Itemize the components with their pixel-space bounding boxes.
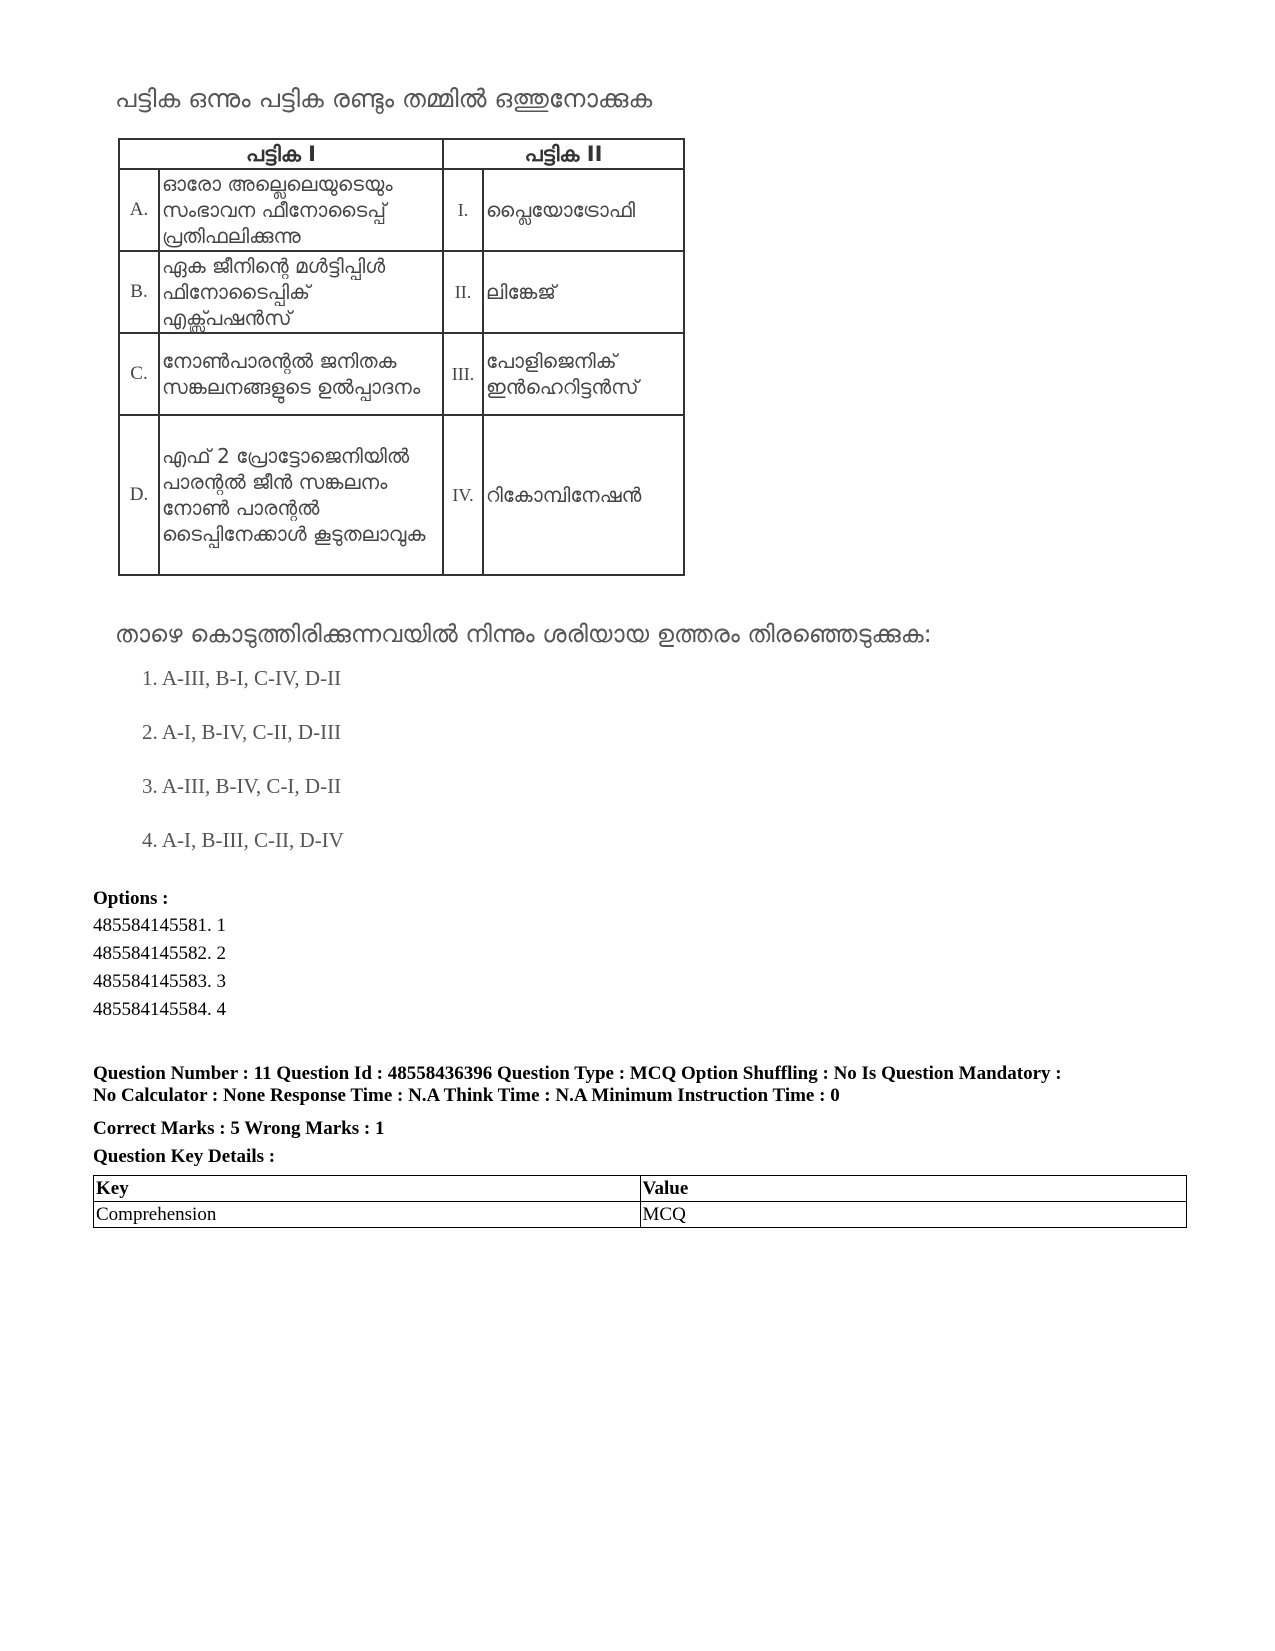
question-meta-line-1: Question Number : 11 Question Id : 48558436396 Question Type : MCQ Option Shuffling : No Is Question Mandatory : [93, 1063, 1062, 1084]
match-instruction: പട്ടിക ഒന്നും പട്ടിക രണ്ടും തമ്മിൽ ഒത്തുനോക്കുക [115, 84, 653, 113]
list-2-item: പോളിജെനിക് ഇൻഹെറിട്ടൻസ് [483, 333, 684, 415]
row-label: C. [119, 333, 159, 415]
column-header-list-1: പട്ടിക I [119, 139, 443, 169]
match-row [119, 251, 684, 333]
list-1-item: എഫ് 2 പ്രോട്ടോജെനിയിൽ പാരന്റൽ ജീൻ സങ്കലനം നോൺ പാരന്റൽ ടൈപ്പിനേക്കാൾ കൂടുതലാവുക [159, 415, 443, 575]
answer-choice: 3. A-III, B-IV, C-I, D-II [142, 774, 342, 798]
table-row [94, 1202, 1187, 1228]
roman-label: II. [443, 251, 483, 333]
answer-choices [142, 666, 344, 882]
choose-instruction: താഴെ കൊടുത്തിരിക്കുന്നവയിൽ നിന്നും ശരിയായ ഉത്തരം തിരഞ്ഞെടുക്കുക: [115, 620, 932, 648]
match-row [119, 415, 684, 575]
column-header-list-2: പട്ടിക II [443, 139, 684, 169]
list-1-item: നോൺപാരന്റൽ ജനിതക സങ്കലനങ്ങളുടെ ഉൽപ്പാദനം [159, 333, 443, 415]
marks-info: Correct Marks : 5 Wrong Marks : 1 [93, 1118, 385, 1139]
roman-label: IV. [443, 415, 483, 575]
match-row [119, 169, 684, 251]
row-label: A. [119, 169, 159, 251]
value-cell: MCQ [640, 1202, 1187, 1228]
match-table [118, 138, 685, 576]
question-meta [93, 1063, 1203, 1107]
list-1-item: ഏക ജീനിന്റെ മൾട്ടിപ്പിൾ ഫിനോടൈപ്പിക് എക്സ്പ്രഷൻസ് [159, 251, 443, 333]
option-item: 485584145583. 3 [93, 971, 226, 992]
list-1-item: ഓരോ അല്ലെലെയുടെയും സംഭാവന ഫീനോടൈപ്പ് പ്രതിഫലിക്കുന്നു [159, 169, 443, 251]
answer-choice: 4. A-I, B-III, C-II, D-IV [142, 828, 344, 852]
roman-label: III. [443, 333, 483, 415]
key-details-table [93, 1175, 1187, 1228]
key-details-title: Question Key Details : [93, 1146, 276, 1167]
key-cell: Comprehension [94, 1202, 641, 1228]
options-title: Options : [93, 888, 169, 909]
value-header: Value [640, 1176, 1187, 1202]
match-row [119, 333, 684, 415]
option-item: 485584145584. 4 [93, 999, 226, 1020]
key-header: Key [94, 1176, 641, 1202]
list-2-item: ലിങ്കേജ് [483, 251, 684, 333]
option-item: 485584145582. 2 [93, 943, 226, 964]
row-label: B. [119, 251, 159, 333]
option-item: 485584145581. 1 [93, 915, 226, 936]
list-2-item: പ്ലൈയോട്രോഫി [483, 169, 684, 251]
roman-label: I. [443, 169, 483, 251]
answer-choice: 1. A-III, B-I, C-IV, D-II [142, 666, 342, 690]
list-2-item: റികോമ്പിനേഷൻ [483, 415, 684, 575]
question-image [110, 70, 1120, 870]
question-meta-line-2: No Calculator : None Response Time : N.A Think Time : N.A Minimum Instruction Time : 0 [93, 1085, 840, 1106]
row-label: D. [119, 415, 159, 575]
answer-choice: 2. A-I, B-IV, C-II, D-III [142, 720, 342, 744]
